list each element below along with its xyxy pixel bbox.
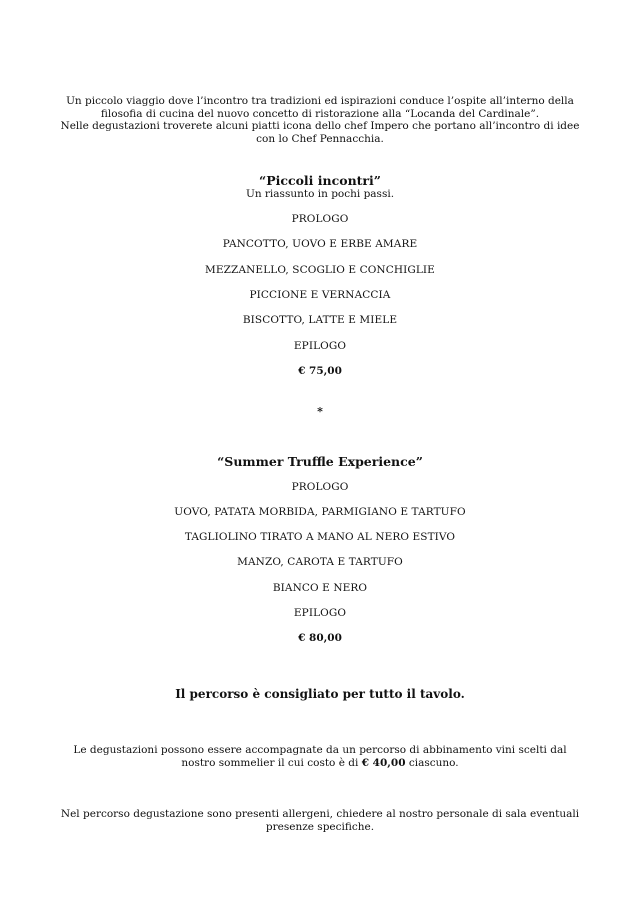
note-line [50, 757, 590, 770]
menu-title-summer-truffle: “Summer Truffle Experience” [217, 454, 423, 469]
course-item: PROLOGO [291, 213, 349, 225]
note-line: Nel percorso degustazione sono presenti allergeni, chiedere al nostro personale di sala eventuali [60, 808, 580, 820]
course-item: TAGLIOLINO TIRATO A MANO AL NERO ESTIVO [184, 531, 456, 543]
menu-price: € 75,00 [298, 365, 342, 377]
table-advice: Il percorso è consigliato per tutto il tavolo. [175, 687, 465, 701]
course-item: PROLOGO [291, 481, 349, 493]
course-item: UOVO, PATATA MORBIDA, PARMIGIANO E TARTUFO [174, 506, 466, 518]
menu-subtitle: Un riassunto in pochi passi. [245, 188, 395, 200]
course-item: PANCOTTO, UOVO E ERBE AMARE [222, 238, 418, 250]
intro-line: filosofia di cucina del nuovo concetto di ristorazione alla “Locanda del Cardinale”. [100, 107, 540, 120]
intro-line: Un piccolo viaggio dove l’incontro tra tradizioni ed ispirazioni conduce l’ospite all’interno della [66, 95, 574, 107]
note-text: nostro sommelier il cui costo è di [181, 756, 362, 769]
allergen-note [50, 808, 590, 833]
course-item: PICCIONE E VERNACCIA [249, 289, 391, 301]
intro-line: con lo Chef Pennacchia. [256, 132, 384, 145]
menu-title-piccoli-incontri: “Piccoli incontri” [259, 173, 381, 188]
course-item: MANZO, CAROTA E TARTUFO [237, 556, 403, 568]
section-separator: * [317, 405, 323, 418]
course-item: EPILOGO [293, 607, 347, 619]
course-item: BISCOTTO, LATTE E MIELE [242, 314, 398, 326]
course-item: MEZZANELLO, SCOGLIO E CONCHIGLIE [205, 264, 435, 276]
note-text: ciascuno. [405, 756, 459, 769]
wine-pairing-note [50, 744, 590, 769]
intro-line: Nelle degustazioni troverete alcuni piatti icona dello chef Impero che portano all’incontro di idee [60, 120, 580, 132]
wine-price: € 40,00 [361, 756, 406, 769]
course-item: BIANCO E NERO [272, 582, 368, 594]
intro-text [50, 95, 590, 145]
menu-price: € 80,00 [298, 632, 342, 644]
note-line: presenze specifiche. [265, 820, 375, 833]
note-line: Le degustazioni possono essere accompagnate da un percorso di abbinamento vini scelti dal [73, 744, 567, 756]
course-item: EPILOGO [293, 340, 347, 352]
